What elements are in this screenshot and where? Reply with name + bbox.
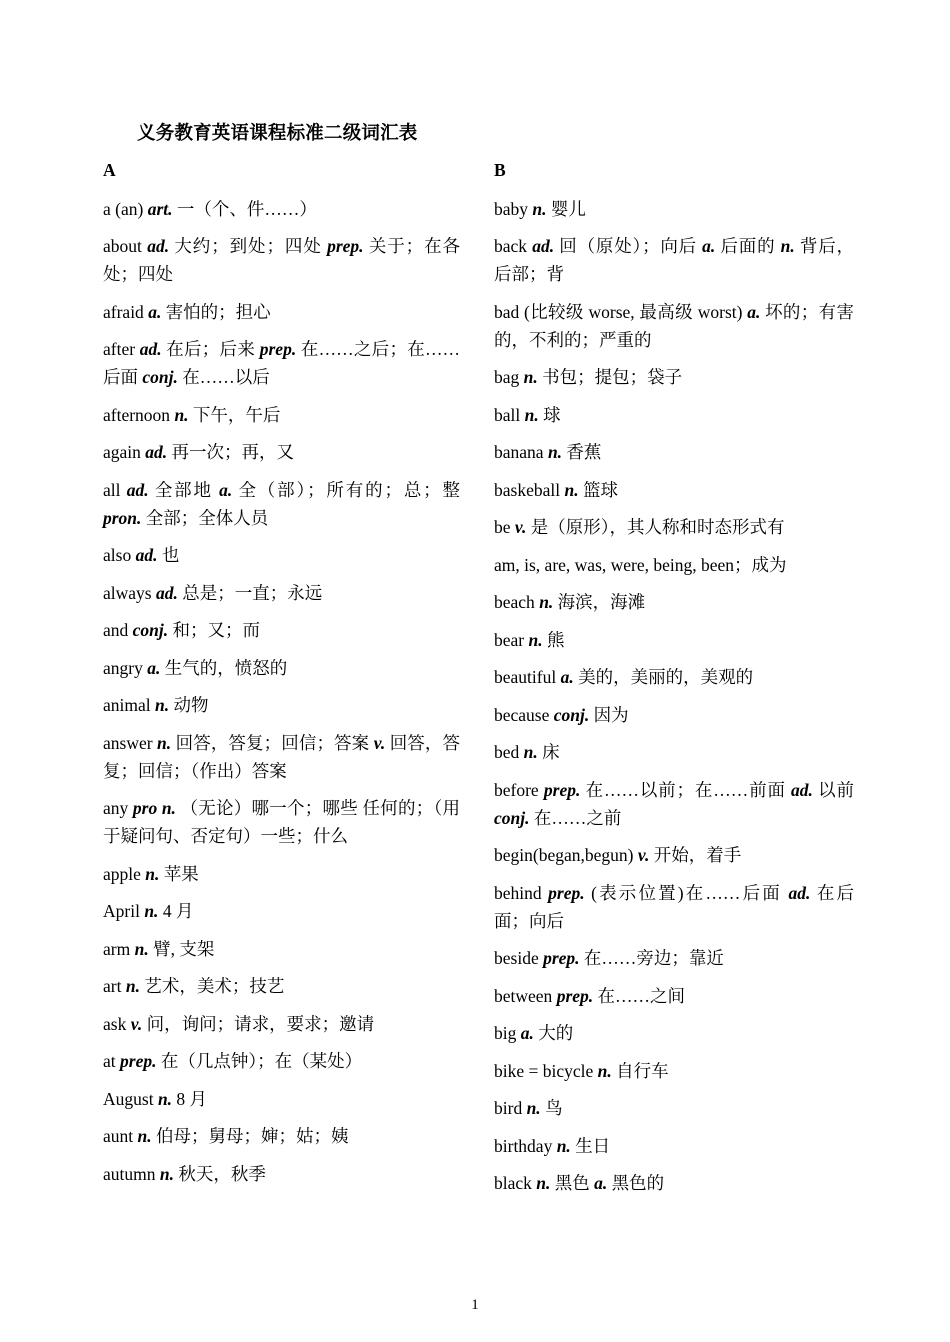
entry-text: 再一次；再，又 (167, 442, 295, 462)
entry-text: 大约；到处；四处 (169, 236, 328, 256)
part-of-speech: a. (594, 1173, 608, 1193)
entry-text: bag (494, 367, 524, 387)
part-of-speech: n. (528, 629, 543, 650)
vocab-entry (494, 298, 854, 354)
entry-text: 美的，美丽的，美观的 (573, 667, 754, 687)
entry-text: angry (103, 657, 148, 678)
entry-text: April (103, 901, 145, 921)
entry-text: after (103, 339, 140, 359)
part-of-speech: v. (130, 1013, 143, 1034)
entry-text: 动物 (169, 695, 209, 715)
part-of-speech: pron. (103, 507, 142, 528)
vocab-entry (103, 1010, 460, 1038)
vocab-entry (103, 1085, 460, 1113)
vocab-entry (494, 1169, 854, 1197)
vocab-entry (103, 1122, 460, 1150)
entry-text: 问，询问；请求，要求；邀请 (142, 1013, 375, 1034)
page-number: 1 (471, 1297, 479, 1313)
entry-text: 在……之后；在……后面 (103, 339, 460, 387)
entry-text: 球 (538, 404, 561, 425)
entry-text: 熊 (542, 629, 565, 650)
entry-text: 婴儿 (546, 198, 586, 219)
entry-text: bird (494, 1098, 527, 1118)
part-of-speech: prep. (543, 948, 580, 968)
entry-text: and (103, 620, 133, 640)
part-of-speech: conj. (142, 367, 178, 387)
vocab-entry (103, 972, 460, 1000)
entry-text: 自行车 (611, 1060, 669, 1081)
vocab-entry (494, 841, 854, 869)
entry-text: before (494, 779, 544, 800)
vocab-entry (494, 195, 854, 223)
entry-text: afraid (103, 301, 149, 322)
entry-text: 在……以前；在……前面 (580, 779, 792, 800)
vocab-entry (494, 701, 854, 729)
vocab-entry (494, 401, 854, 429)
part-of-speech: art. (147, 198, 173, 219)
entry-text: 4 月 (158, 901, 194, 921)
entry-list-b (494, 195, 854, 1198)
vocab-entry (103, 616, 460, 644)
entry-text: 全部地 (148, 479, 220, 500)
entry-text: 全（部）；所有的；总；整 (232, 479, 461, 500)
part-of-speech: n. (159, 1163, 174, 1184)
entry-text: apple (103, 863, 146, 884)
entry-text: 床 (537, 742, 560, 762)
entry-text: 全部；全体人员 (141, 507, 269, 528)
entry-text: 生日 (570, 1135, 611, 1156)
entry-text: 黑色 (550, 1173, 595, 1193)
entry-text: also (103, 545, 136, 565)
entry-text: afternoon (103, 404, 175, 425)
vocab-entry (494, 738, 854, 766)
entry-text: 一（个、件……） (172, 198, 317, 219)
part-of-speech: prep. (120, 1051, 157, 1071)
vocab-entry (494, 944, 854, 972)
entry-text: beach (494, 592, 540, 612)
part-of-speech: ad. (532, 236, 555, 256)
part-of-speech: conj. (553, 704, 590, 725)
entry-text: at (103, 1051, 121, 1071)
part-of-speech: a. (702, 236, 716, 256)
vocab-entry (103, 232, 460, 288)
entry-text: 回答，答复；回信；答案 (171, 732, 374, 753)
vocab-entry (494, 232, 854, 288)
vocab-entry (103, 298, 460, 326)
part-of-speech: prep. (548, 882, 585, 903)
entry-text: 在……旁边；靠近 (579, 948, 724, 968)
entry-text: bad (比较级 worse, 最高级 worst) (494, 301, 748, 322)
entry-text: 在后；后来 (161, 339, 260, 359)
entry-text: 香蕉 (562, 442, 602, 462)
entry-text: 总是；一直；永远 (177, 582, 323, 603)
entry-text: all (103, 479, 127, 500)
entry-text: 后面的 (715, 236, 781, 256)
entry-text: 在后面；向后 (494, 882, 855, 931)
entry-text: 关于；在各处；四处 (103, 236, 461, 284)
vocab-entry (494, 438, 854, 466)
entry-text: 书包；提包；袋子 (537, 367, 683, 387)
entry-text: about (103, 236, 148, 256)
part-of-speech: n. (597, 1060, 612, 1081)
entry-text: black (494, 1173, 537, 1193)
vocab-entry (494, 1094, 854, 1122)
part-of-speech: n. (547, 442, 563, 462)
entry-text: ask (103, 1013, 131, 1034)
entry-text: a (an) (103, 198, 148, 219)
section-heading-b: B (494, 160, 506, 180)
part-of-speech: a. (560, 667, 574, 687)
section-heading-a: A (103, 160, 116, 180)
entry-text: 大的 (533, 1023, 574, 1043)
part-of-speech: n. (155, 695, 170, 715)
entry-text: 秋天，秋季 (173, 1163, 266, 1184)
entry-text: 在（几点钟）；在（某处） (156, 1051, 363, 1071)
vocab-entry (103, 1160, 460, 1188)
vocab-entry (494, 363, 854, 391)
entry-text: 在……之间 (593, 985, 686, 1006)
part-of-speech: prep. (327, 236, 364, 256)
part-of-speech: ad. (135, 545, 158, 565)
part-of-speech: n. (532, 198, 547, 219)
vocab-entry (103, 579, 460, 607)
page-title: 义务教育英语课程标准二级词汇表 (137, 124, 418, 144)
vocab-entry (103, 401, 460, 429)
part-of-speech: conj. (132, 620, 169, 640)
part-of-speech: ad. (126, 479, 149, 500)
entry-text: （无论）哪一个；哪些 任何的；（用于疑问句、否定句）一些；什么 (103, 798, 461, 846)
entry-text: baby (494, 198, 533, 219)
entry-text: 也 (157, 545, 180, 565)
entry-text: arm (103, 938, 135, 959)
part-of-speech: n. (157, 732, 172, 753)
vocab-entry (103, 691, 460, 719)
vocab-entry (494, 1019, 854, 1047)
entry-text: ball (494, 404, 525, 425)
entry-text: baskeball (494, 479, 565, 500)
entry-text: because (494, 704, 554, 725)
vocab-entry (103, 794, 460, 850)
entry-text: back (494, 236, 533, 256)
entry-text: (表示位置)在……后面 (584, 882, 789, 903)
part-of-speech: prep. (259, 339, 297, 359)
part-of-speech: n. (539, 592, 554, 612)
vocab-entry (494, 776, 854, 832)
part-of-speech: a. (520, 1023, 534, 1043)
vocab-entry (494, 879, 854, 935)
entry-text: 海滨，海滩 (553, 592, 646, 612)
entry-text: aunt (103, 1126, 138, 1146)
part-of-speech: n. (780, 236, 795, 256)
part-of-speech: n. (174, 404, 189, 425)
part-of-speech: n. (145, 863, 160, 884)
part-of-speech: a. (147, 657, 161, 678)
vocab-entry (103, 335, 460, 391)
part-of-speech: v. (637, 845, 650, 865)
entry-text: bed (494, 742, 524, 762)
entry-text: August (103, 1088, 158, 1109)
entry-text: 因为 (589, 704, 629, 725)
entry-text: 8 月 (172, 1088, 208, 1109)
entry-text: bear (494, 629, 529, 650)
vocab-column-a (103, 157, 460, 1197)
part-of-speech: a. (747, 301, 761, 322)
entry-text: 坏的；有害的，不利的；严重的 (494, 301, 855, 350)
entry-text: 下午，午后 (188, 404, 281, 425)
part-of-speech: n. (137, 1126, 152, 1146)
part-of-speech: n. (157, 1088, 173, 1109)
part-of-speech: ad. (139, 339, 162, 359)
part-of-speech: n. (523, 742, 538, 762)
part-of-speech: n. (523, 367, 538, 387)
entry-text: beautiful (494, 667, 561, 687)
entry-text: animal (103, 695, 155, 715)
entry-text: banana (494, 442, 548, 462)
vocab-entry (103, 195, 460, 223)
entry-text: 开始，着手 (649, 845, 742, 865)
vocab-entry (494, 588, 854, 616)
entry-text: big (494, 1023, 521, 1043)
part-of-speech: n. (524, 404, 539, 425)
part-of-speech: prep. (556, 985, 594, 1006)
vocab-entry (103, 935, 460, 963)
entry-text: 生气的，愤怒的 (160, 657, 288, 678)
part-of-speech: n. (125, 976, 140, 996)
entry-text: 和；又；而 (168, 620, 261, 640)
entry-text: 背后，后部；背 (494, 236, 855, 284)
entry-text: always (103, 582, 156, 603)
entry-text: 在……以后 (177, 367, 270, 387)
vocab-entry (103, 654, 460, 682)
vocab-entry (103, 541, 460, 569)
entry-text: begin(began,begun) (494, 845, 638, 865)
part-of-speech: n. (144, 901, 159, 921)
part-of-speech: v. (514, 517, 527, 537)
entry-text: 黑色的 (607, 1173, 665, 1193)
vocab-entry (103, 860, 460, 888)
vocab-entry (103, 438, 460, 466)
part-of-speech: n. (536, 1173, 551, 1193)
vocab-entry (494, 1057, 854, 1085)
part-of-speech: n. (526, 1098, 541, 1118)
part-of-speech: prep. (543, 779, 581, 800)
part-of-speech: n. (556, 1135, 571, 1156)
vocab-entry (103, 729, 460, 785)
part-of-speech: ad. (788, 882, 811, 903)
entry-text: 回（原处）；向后 (554, 236, 703, 256)
entry-text: art (103, 976, 126, 996)
vocab-column-b (494, 157, 854, 1207)
entry-text: between (494, 985, 557, 1006)
vocab-entry (494, 626, 854, 654)
vocab-entry (494, 663, 854, 691)
entry-text: 以前 (812, 779, 854, 800)
vocab-entry (103, 476, 460, 532)
entry-text: be (494, 517, 515, 537)
entry-text: 在……之前 (529, 807, 622, 828)
vocab-entry (494, 982, 854, 1010)
entry-text: beside (494, 948, 544, 968)
entry-text: 艺术，美术；技艺 (139, 976, 285, 996)
entry-text: 苹果 (159, 863, 199, 884)
entry-text: am, is, are, was, were, being, been；成为 (494, 554, 787, 575)
part-of-speech: a. (219, 479, 233, 500)
entry-text: 篮球 (578, 479, 618, 500)
entry-text: again (103, 442, 146, 462)
entry-text: 鸟 (540, 1098, 563, 1118)
vocab-entry (494, 551, 854, 579)
part-of-speech: v. (373, 732, 386, 753)
vocab-entry (494, 513, 854, 541)
entry-text: behind (494, 882, 549, 903)
entry-text: bike = bicycle (494, 1060, 598, 1081)
part-of-speech: n. (134, 938, 149, 959)
entry-text: answer (103, 732, 158, 753)
entry-text: 是（原形），其人称和时态形式有 (526, 517, 785, 537)
entry-text: birthday (494, 1135, 557, 1156)
vocab-entry (103, 897, 460, 925)
entry-text: 害怕的；担心 (161, 301, 271, 322)
entry-list-a (103, 195, 460, 1188)
entry-text: 回答，答复；回信；（作出）答案 (103, 732, 461, 781)
part-of-speech: n. (564, 479, 579, 500)
part-of-speech: ad. (791, 779, 813, 800)
part-of-speech: conj. (494, 807, 530, 828)
part-of-speech: ad. (155, 582, 178, 603)
entry-text: 臂, 支架 (148, 938, 215, 959)
part-of-speech: a. (148, 301, 162, 322)
vocab-entry (103, 1047, 460, 1075)
part-of-speech: ad. (145, 442, 168, 462)
vocab-entry (494, 476, 854, 504)
part-of-speech: ad. (147, 236, 170, 256)
part-of-speech: pro n. (132, 798, 176, 818)
vocab-entry (494, 1132, 854, 1160)
entry-text: autumn (103, 1163, 160, 1184)
entry-text: 伯母；舅母；婶；姑；姨 (151, 1126, 349, 1146)
entry-text: any (103, 798, 133, 818)
